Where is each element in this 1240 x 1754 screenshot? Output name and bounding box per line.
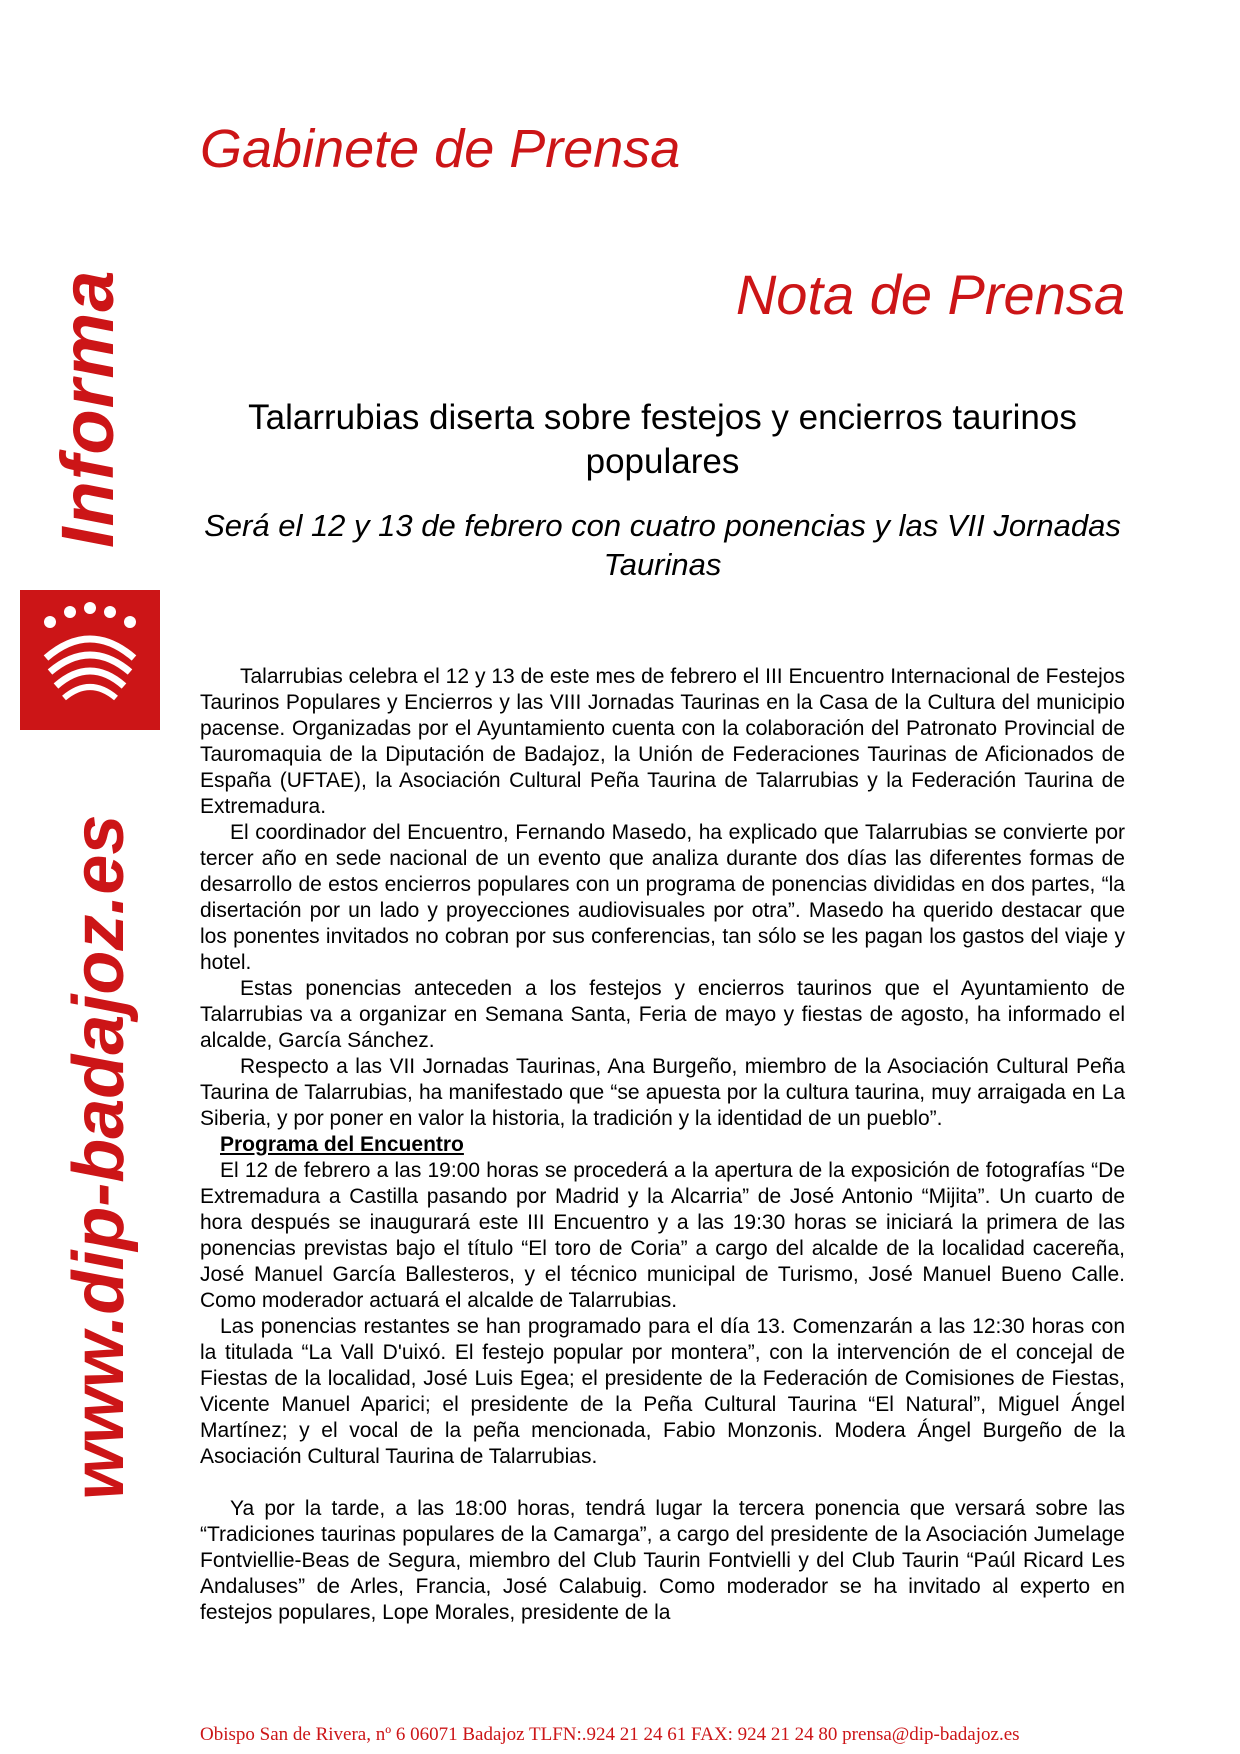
paragraph: El 12 de febrero a las 19:00 horas se procederá a la apertura de la exposición de fotografías “De Extremadura a Castilla pasando por Madrid y la Alcarria” de José Antonio “Mijita”. Un cuarto de hora después se inaugurará este III Encuentro y a las 19:30 horas se iniciará la primera de las ponencias previstas bajo el título “El toro de Coria” a cargo del alcalde de la localidad cacereña, José Manuel García Ballesteros, y el técnico municipal de Turismo, José Manuel Bueno Calle. Como moderador actuará el alcalde de Talarrubias. bbox=[200, 1159, 1125, 1312]
paragraph-spacer bbox=[200, 1470, 1125, 1496]
diputacion-logo bbox=[20, 590, 160, 730]
article-body bbox=[200, 664, 1125, 1626]
sidebar-informa-label: Informa bbox=[46, 269, 129, 548]
document-type-title: Nota de Prensa bbox=[735, 263, 1125, 326]
paragraph: Talarrubias celebra el 12 y 13 de este mes de febrero el III Encuentro Internacional de Festejos Taurinos Populares y Encierros y las VIII Jornadas Taurinas en la Casa de la Cultura del municipio pacense. Organizadas por el Ayuntamiento cuenta con la colaboración del Patronato Provincial de Tauromaquia de la Diputación de Badajoz, la Unión de Federaciones Taurinas de Aficionados de España (UFTAE), la Asociación Cultural Peña Taurina de Talarrubias y la Federación Taurina de Extremadura. bbox=[200, 665, 1125, 818]
footer-contact: Obispo San de Rivera, nº 6 06071 Badajoz TLFN:.924 21 24 61 FAX: 924 21 24 80 prensa@dip-badajoz.es bbox=[200, 1724, 1020, 1745]
office-title: Gabinete de Prensa bbox=[200, 119, 681, 179]
paragraph: El coordinador del Encuentro, Fernando Masedo, ha explicado que Talarrubias se convierte por tercer año en sede nacional de un evento que analiza durante dos días las diferentes formas de desarrollo de estos encierros populares con un programa de ponencias divididas en dos partes, “la disertación por un lado y proyecciones audiovisuales por otra”. Masedo ha querido destacar que los ponentes invitados no cobran por sus conferencias, tan sólo se les pagan los gastos del viaje y hotel. bbox=[200, 821, 1125, 974]
paragraph: Estas ponencias anteceden a los festejos y encierros taurinos que el Ayuntamiento de Talarrubias va a organizar en Semana Santa, Feria de mayo y fiestas de agosto, ha informado el alcalde, García Sánchez. bbox=[200, 977, 1125, 1052]
diputacion-crown-icon bbox=[20, 590, 160, 730]
sidebar-website-label: www.dip-badajoz.es bbox=[59, 814, 139, 1500]
section-heading: Programa del Encuentro bbox=[220, 1133, 464, 1156]
paragraph: Respecto a las VII Jornadas Taurinas, Ana Burgeño, miembro de la Asociación Cultural Peña Taurina de Talarrubias, ha manifestado que “se apuesta por la cultura taurina, muy arraigada en La Siberia, y por poner en valor la historia, la tradición y la identidad de un pueblo”. bbox=[200, 1055, 1125, 1130]
article-subtitle: Será el 12 y 13 de febrero con cuatro ponencias y las VII Jornadas Taurinas bbox=[204, 508, 1121, 582]
article-title: Talarrubias diserta sobre festejos y encierros taurinos populares bbox=[248, 398, 1077, 481]
paragraph: Las ponencias restantes se han programado para el día 13. Comenzarán a las 12:30 horas con la titulada “La Vall D'uixó. El festejo popular por montera”, con la intervención de el concejal de Fiestas de la localidad, José Luis Egea; el presidente de la Federación de Comisiones de Fiestas, Vicente Manuel Aparici; el presidente de la Peña Cultural Taurina “El Natural”, Miguel Ángel Martínez; y el vocal de la peña mencionada, Fabio Monzonis. Modera Ángel Burgeño de la Asociación Cultural Taurina de Talarrubias. bbox=[200, 1315, 1125, 1468]
paragraph: Ya por la tarde, a las 18:00 horas, tendrá lugar la tercera ponencia que versará sobre las “Tradiciones taurinas populares de la Camarga”, a cargo del presidente de la Asociación Jumelage Fontviellie-Beas de Segura, miembro del Club Taurin Fontvielli y del Club Taurin “Paúl Ricard Les Andaluses” de Arles, Francia, José Calabuig. Como moderador se ha invitado al experto en festejos populares, Lope Morales, presidente de la bbox=[200, 1497, 1125, 1624]
